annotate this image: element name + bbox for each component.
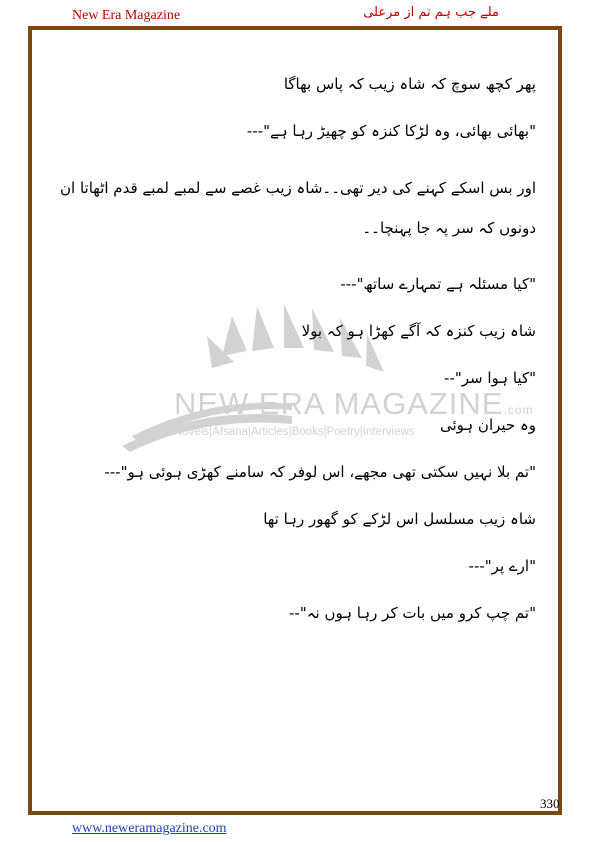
paragraph: "ارے پر"--- — [468, 557, 536, 575]
paragraph: "کیا ہوا سر"-- — [444, 369, 536, 387]
magazine-name: New Era Magazine — [72, 8, 181, 23]
paragraph: اور بس اسکے کہنے کی دیر تھی۔۔شاہ زیب غصے سے لمبے لمبے قدم اٹھاتا ان دونوں کہ سر پہ جا پہنچا۔۔ — [60, 179, 536, 237]
paragraph: شاہ زیب کنزہ کہ آگے کھڑا ہو کہ بولا — [301, 322, 536, 340]
paragraph: "تم بلا نہیں سکتی تھی مجھے، اس لوفر کہ سامنے کھڑی ہوئی ہو"--- — [104, 463, 536, 481]
paragraph: "بھائی بھائی، وہ لڑکا کنزہ کو چھیڑ رہا ہے"--- — [246, 122, 536, 140]
page-number: 330 — [540, 796, 560, 811]
watermark-subtitle: Novels|Afsana|Articles|Books|Poetry|Interviews — [174, 426, 415, 438]
paragraph: "تم چپ کرو میں بات کر رہا ہوں نہ"-- — [289, 604, 536, 622]
footer-website-link[interactable]: www.neweramagazine.com — [72, 821, 227, 836]
story-body — [52, 74, 536, 650]
watermark-domain: .com — [503, 403, 534, 417]
paragraph: "کیا مسئلہ ہے تمہارے ساتھ"--- — [340, 275, 536, 293]
watermark-title-text: NEW ERA MAGAZINE — [174, 386, 504, 421]
paragraph: پھر کچھ سوچ کہ شاہ زیب کہ پاس بھاگا — [283, 75, 536, 93]
novel-title: ملے جب ہم تم از مرعلی — [363, 5, 499, 20]
paragraph: شاہ زیب مسلسل اس لڑکے کو گھور رہا تھا — [263, 510, 536, 528]
paragraph: وہ حیران ہوئی — [439, 416, 536, 434]
